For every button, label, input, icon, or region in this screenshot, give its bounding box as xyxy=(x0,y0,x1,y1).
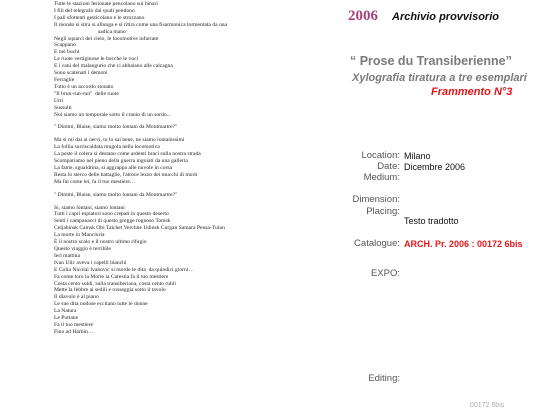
editing-label: Editing: xyxy=(368,373,400,384)
poem-line: Sì, siamo lontani, siamo lontani xyxy=(54,204,125,211)
poem-line: Senti i campanacci di questo gregge rognoso Tomsk xyxy=(54,218,171,225)
fragment-number: Frammento N°3 xyxy=(431,86,513,98)
poem-text xyxy=(54,1,304,336)
poem-line: Scappano xyxy=(54,42,76,49)
poem-line: Questo viaggio è terribile xyxy=(54,246,112,252)
poem-line: Fino ad Harbin… xyxy=(54,328,94,335)
placing-value: Testo tradotto xyxy=(404,216,459,226)
expo-label: EXPO: xyxy=(370,268,400,279)
poem-line: Urti xyxy=(54,97,64,104)
poem-line: Le ruote vertiginose le bocche le voci xyxy=(54,56,139,63)
catalogue-value: ARCH. Pr. 2006 : 00172 6bis xyxy=(404,239,523,249)
poem-line: È il nostro scalo e il nostro ultimo rifugio xyxy=(54,239,147,246)
poem-line: Il mondo si stira si allunga e si ritira come una fisarmonica tormentata da una xyxy=(54,21,228,28)
location-label: Location: xyxy=(361,150,400,161)
poem-line: I fili del telegrafo dai quali pendono xyxy=(54,7,135,14)
poem-line: Scompariamo nel pieno della guerra ingoiati da una galleria xyxy=(54,158,188,165)
work-title: “ Prose du Transiberienne” xyxy=(350,54,512,68)
dimension-label: Dimension: xyxy=(352,194,400,205)
medium-label: Medium: xyxy=(363,172,400,183)
poem-line: Sussulti xyxy=(54,104,72,111)
poem-line: Le Puttane xyxy=(54,315,79,322)
poem-line: Costa cento soldi, sulla transiberiana, costa cento rubli xyxy=(54,280,176,287)
poem-line: Il diavolo è al piano xyxy=(54,294,99,301)
date-value: Dicembre 2006 xyxy=(404,162,466,172)
poem-line: La peste il colera si destano come ardenti braci sulla nostra strada xyxy=(54,151,201,158)
poem-line: Ieri mattina xyxy=(54,252,80,259)
poem-line: Tutti i capri espiatori sono crepati in questo deserto xyxy=(54,211,169,218)
poem-line: " Dimmi, Blaise, siamo molto lontani da Montmartre?" xyxy=(54,124,178,131)
poem-line: Noi siamo un temporale sotto il cranio di un sordo... xyxy=(54,111,171,118)
poem-line: Le sue dita nodose eccitano tutte le donne xyxy=(54,301,148,308)
poem-line: Tutto è un accordo stonato xyxy=(54,83,114,90)
poem-line: Tutte le stazioni lesionate pencolano sui binari xyxy=(54,1,158,7)
poem-line: Fa il tuo mestiere xyxy=(54,321,93,328)
poem-line: I pali sfottenti gesticolano e le strozzano xyxy=(54,14,145,21)
poem-line: La morte in Manciuria xyxy=(54,232,105,239)
poem-line: Negli squarci del cielo, le locomotive infuriate xyxy=(54,35,159,42)
poem-line: Resta lo sterco delle battaglie, l'atroce lezzo dei mucchi di morti xyxy=(54,171,198,178)
poem-line: E Colia Nicolai Ivanovic si morde le dita da quindici giorni… xyxy=(54,266,194,273)
work-subtitle: Xylografia tiratura a tre esemplari xyxy=(352,72,527,84)
catalogue-label: Catalogue: xyxy=(354,238,400,249)
poem-line: "Il brun-run-run" delle ruote xyxy=(54,90,119,97)
header-year: 2006 xyxy=(348,8,378,24)
poem-line: La Natura xyxy=(54,308,77,315)
date-label: Date: xyxy=(377,161,400,172)
poem-line: Ferraglie xyxy=(54,76,75,83)
poem-line: E i cani del malaugurio che ci abbaiano alle calcagna xyxy=(54,63,173,70)
poem-line: Mette la febbre ai sedili e rosseggia sotto il tavolo xyxy=(54,287,166,294)
footer-catalogue-code: 00172 6bis xyxy=(470,402,505,409)
poem-line: " Dimmi, Blaise, siamo molto lontani da Montmartre?" xyxy=(54,191,178,198)
header-archive-label: Archivio provvisorio xyxy=(392,11,499,23)
poem-line: Fa come loro la Morte la Carestia fa il tuo mestiere xyxy=(54,273,169,280)
poem-line: Celjabinsk Cainsk Obi Taichet Verchne Udinsk Curgan Samara Pensa-Tulun xyxy=(54,225,225,232)
placing-label: Placing: xyxy=(366,206,400,217)
poem-line: Sono scatenati i demoni xyxy=(54,70,108,77)
poem-line: sadica mano xyxy=(98,28,126,35)
poem-line: Ma fai come lei, fa il tuo mestiere… xyxy=(54,178,136,185)
poem-line: La fame, sgualdrina, si aggrappa alle nuvole in corsa xyxy=(54,164,173,171)
poem-line: Ma sì mi dai ai nervi, tu lo sai bene, ne siamo lontanissimi xyxy=(54,137,185,144)
poem-line: Ivan Ulic aveva i capelli bianchi xyxy=(54,259,127,266)
location-value: Milano xyxy=(404,151,431,161)
poem-line: La follia surriscaldata mugola nella locomotiva xyxy=(54,144,160,151)
poem-line: E nei buchi xyxy=(54,49,80,56)
